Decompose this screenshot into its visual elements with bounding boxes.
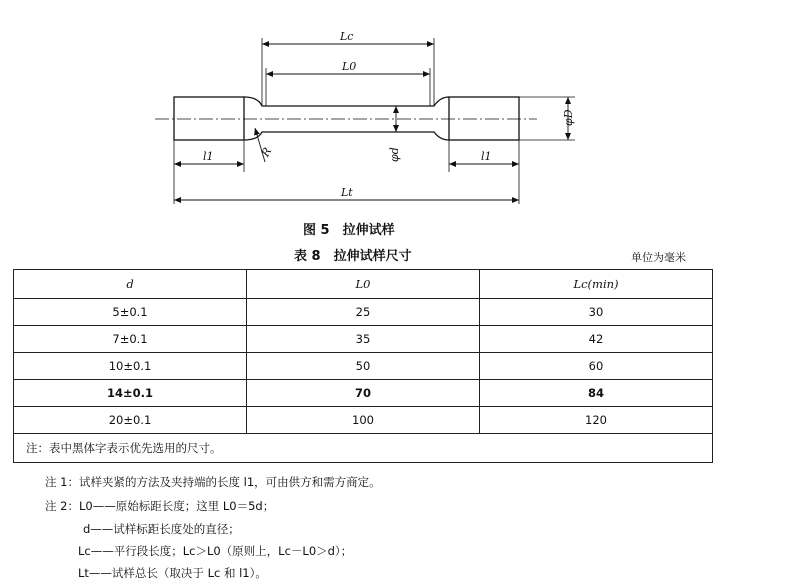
tensile-specimen-figure [0, 0, 809, 215]
unit-label: 单位为毫米 [631, 251, 686, 264]
cell-l0: 70 [247, 380, 480, 407]
header-lc: Lc(min) [480, 270, 713, 299]
label-phi-d-big: φD [562, 109, 575, 126]
cell-lc: 60 [480, 353, 713, 380]
table-row [14, 353, 713, 380]
cell-d: 7±0.1 [14, 326, 247, 353]
table-row [14, 407, 713, 434]
label-lc: Lc [340, 30, 354, 43]
label-lt: Lt [341, 186, 353, 199]
note-2-line-2: d——试样标距长度处的直径； [83, 522, 240, 536]
table-row [14, 326, 713, 353]
label-l0: L0 [342, 60, 357, 73]
header-l0: L0 [247, 270, 480, 299]
table-caption: 表 8 拉伸试样尺寸 [294, 249, 412, 264]
cell-d: 20±0.1 [14, 407, 247, 434]
table-footnote: 注：表中黑体字表示优先选用的尺寸。 [14, 434, 713, 463]
cell-lc: 30 [480, 299, 713, 326]
label-l1-right: l1 [481, 150, 492, 163]
specimen-dimensions-table [13, 269, 713, 463]
note-2-line-1: 注 2：L0——原始标距长度；这里 L0＝5d； [45, 499, 275, 513]
figure-caption: 图 5 拉伸试样 [303, 223, 395, 238]
specimen-outline [174, 97, 519, 140]
cell-d: 10±0.1 [14, 353, 247, 380]
cell-l0: 100 [247, 407, 480, 434]
table-row [14, 299, 713, 326]
cell-d: 14±0.1 [14, 380, 247, 407]
table-header-row [14, 270, 713, 299]
cell-l0: 50 [247, 353, 480, 380]
cell-lc: 84 [480, 380, 713, 407]
cell-lc: 120 [480, 407, 713, 434]
note-1: 注 1：试样夹紧的方法及夹持端的长度 l1，可由供方和需方商定。 [45, 475, 381, 489]
cell-l0: 35 [247, 326, 480, 353]
label-r: R [258, 145, 275, 159]
label-l1-left: l1 [203, 150, 214, 163]
note-2-line-3: Lc——平行段长度；Lc＞L0（原则上，Lc－L0＞d）； [78, 544, 353, 558]
label-phi-d: φd [388, 147, 401, 162]
radius-leader [255, 128, 265, 162]
cell-l0: 25 [247, 299, 480, 326]
table-footnote-row [14, 434, 713, 463]
header-d: d [14, 270, 247, 299]
table-row-preferred [14, 380, 713, 407]
cell-d: 5±0.1 [14, 299, 247, 326]
note-2-line-4: Lt——试样总长（取决于 Lc 和 l1）。 [78, 566, 267, 580]
cell-lc: 42 [480, 326, 713, 353]
